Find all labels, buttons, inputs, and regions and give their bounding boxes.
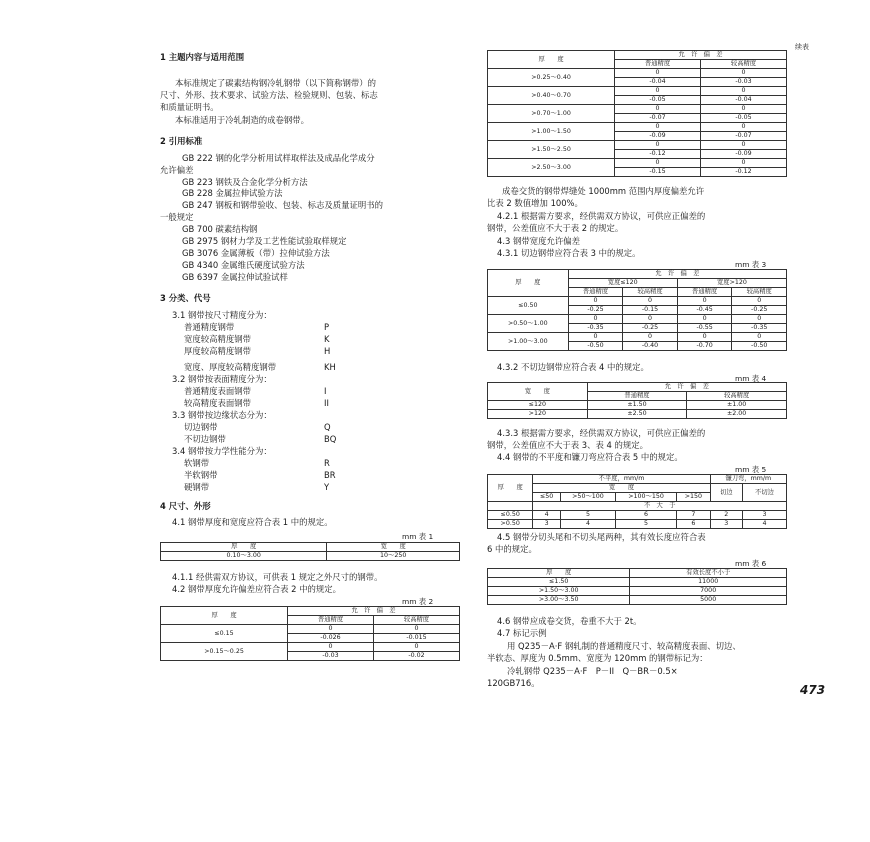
table-header: 宽 度 bbox=[488, 383, 588, 401]
table-header: 不切边 bbox=[742, 484, 786, 502]
continued-note: 续表 bbox=[795, 43, 809, 51]
table-header: 不平度，mm/m bbox=[533, 475, 710, 484]
table-header: 切边 bbox=[710, 484, 742, 502]
subsection-4-1: 4.1 钢带厚度和宽度应符合表 1 中的规定。 bbox=[172, 517, 333, 527]
table-cell: 0 bbox=[288, 643, 374, 652]
table-cell: -0.50 bbox=[568, 342, 623, 351]
table-cell: -0.15 bbox=[615, 168, 701, 177]
subsection-4-3-2: 4.3.2 不切边钢带应符合表 4 中的规定。 bbox=[497, 362, 649, 372]
table-cell: >0.15～0.25 bbox=[161, 643, 288, 661]
table-cell: -0.015 bbox=[374, 634, 460, 643]
table-header: 普通精度 bbox=[568, 288, 623, 297]
table-header: 宽 度 bbox=[533, 484, 710, 493]
table-cell: >1.00～3.00 bbox=[488, 333, 569, 351]
subsection-3-3: 3.3 钢带按边缘状态分为： bbox=[172, 410, 272, 420]
subsection-3-4: 3.4 钢带按力学性能分为： bbox=[172, 446, 272, 456]
table-header: 厚 度 bbox=[488, 475, 533, 502]
table-cell: 0 bbox=[568, 333, 623, 342]
reference-item: GB 247 钢板和钢带验收、包装、标志及质量证明书的 bbox=[182, 200, 384, 210]
table-cell: 0 bbox=[732, 315, 787, 324]
table-cell: 4 bbox=[742, 520, 786, 529]
table-cell: >3.00～3.50 bbox=[488, 596, 630, 605]
table-header: 较高精度 bbox=[623, 288, 678, 297]
page-number: 473 bbox=[800, 683, 826, 697]
table-header: ≤50 bbox=[533, 493, 561, 502]
class-code: R bbox=[324, 458, 330, 468]
table-header: 允 许 偏 差 bbox=[615, 51, 787, 60]
table-cell: 0 bbox=[615, 105, 701, 114]
class-label: 普通精度钢带 bbox=[184, 322, 235, 332]
subsection-4-3: 4.3 钢带宽度允许偏差 bbox=[497, 236, 580, 246]
table-2-continued bbox=[487, 50, 787, 177]
reference-item: GB 228 金属拉伸试验方法 bbox=[182, 188, 283, 198]
table-cell: >0.70～1.00 bbox=[488, 105, 615, 123]
table-header: 允 许 偏 差 bbox=[288, 607, 460, 616]
table-header: 宽度≤120 bbox=[568, 279, 677, 288]
table-header: 允 许 偏 差 bbox=[568, 270, 786, 279]
table-header: 较高精度 bbox=[687, 392, 787, 401]
section-1-title: 1 主题内容与适用范围 bbox=[160, 52, 245, 62]
table-cell: 0 bbox=[615, 159, 701, 168]
subsection-4-2: 4.2 钢带厚度允许偏差应符合表 2 中的规定。 bbox=[172, 584, 342, 594]
table-cell: 3 bbox=[710, 520, 742, 529]
table-cell: ≤0.50 bbox=[488, 297, 569, 315]
example-marking: 冷轧钢带 Q235－A·F P－II Q－BR－0.5× bbox=[507, 666, 678, 676]
table-cell: -0.03 bbox=[701, 78, 787, 87]
table-cell: -0.40 bbox=[623, 342, 678, 351]
table-header: 厚 度 bbox=[488, 270, 569, 297]
table-cell: 0 bbox=[677, 315, 732, 324]
paragraph-line: 钢带，公差值应不大于表 2 的规定。 bbox=[487, 223, 624, 233]
table-header: 较高精度 bbox=[732, 288, 787, 297]
table-3-caption: mm 表 3 bbox=[735, 260, 767, 269]
table-cell: -0.35 bbox=[732, 324, 787, 333]
table-cell: 0 bbox=[623, 333, 678, 342]
table-cell: 7000 bbox=[630, 587, 787, 596]
table-cell: 0 bbox=[701, 69, 787, 78]
table-cell: 0 bbox=[374, 643, 460, 652]
reference-item: GB 6397 金属拉伸试验试样 bbox=[182, 272, 288, 282]
table-header: 普通精度 bbox=[587, 392, 687, 401]
table-cell: -0.05 bbox=[701, 114, 787, 123]
s1-paragraph-line: 本标准适用于冷轧制造的成卷钢带。 bbox=[175, 115, 309, 125]
table-cell: -0.25 bbox=[732, 306, 787, 315]
class-code: I bbox=[324, 386, 327, 396]
example-line: 用 Q235－A·F 钢轧制的普通精度尺寸、较高精度表面、切边、 bbox=[507, 641, 741, 651]
table-cell: 0 bbox=[701, 141, 787, 150]
table-cell: 3 bbox=[533, 520, 561, 529]
section-2-title: 2 引用标准 bbox=[160, 136, 203, 146]
subsection-4-6: 4.6 钢带应成卷交货，卷重不大于 2t。 bbox=[497, 616, 642, 626]
table-cell: 5000 bbox=[630, 596, 787, 605]
subsection-4-2-1: 4.2.1 根据需方要求，经供需双方协议，可供应正偏差的 bbox=[497, 211, 706, 221]
table-6-caption: mm 表 6 bbox=[735, 559, 767, 568]
table-cell: 0 bbox=[677, 297, 732, 306]
table-cell: -0.45 bbox=[677, 306, 732, 315]
table-header: 普通精度 bbox=[615, 60, 701, 69]
table-cell: 0 bbox=[615, 87, 701, 96]
subsection-4-7: 4.7 标记示例 bbox=[497, 628, 547, 638]
table-cell: 0 bbox=[701, 123, 787, 132]
subsection-4-5: 4.5 钢带分切头尾和不切头尾两种，其有效长度应符合表 bbox=[497, 532, 706, 542]
table-cell: >1.50～3.00 bbox=[488, 587, 630, 596]
table-cell: 7 bbox=[677, 511, 711, 520]
table-cell: -0.25 bbox=[623, 324, 678, 333]
table-cell: -0.25 bbox=[568, 306, 623, 315]
table-header: 有效长度不小于 bbox=[630, 569, 787, 578]
class-label: 厚度较高精度钢带 bbox=[184, 346, 251, 356]
table-header bbox=[488, 502, 533, 511]
table-cell: 0 bbox=[568, 315, 623, 324]
table-6 bbox=[487, 568, 787, 605]
class-code: Y bbox=[324, 482, 330, 492]
example-marking: 120GB716。 bbox=[487, 678, 540, 688]
table-cell: 0 bbox=[623, 297, 678, 306]
table-cell: >2.50～3.00 bbox=[488, 159, 615, 177]
class-label: 宽度较高精度钢带 bbox=[184, 334, 251, 344]
table-cell: 0 bbox=[288, 625, 374, 634]
table-cell: ≤1.50 bbox=[488, 578, 630, 587]
table-header: 厚 度 bbox=[488, 51, 615, 69]
table-cell: -0.50 bbox=[732, 342, 787, 351]
table-cell: 5 bbox=[616, 520, 677, 529]
table-cell: 11000 bbox=[630, 578, 787, 587]
table-cell: 6 bbox=[677, 520, 711, 529]
table-cell: >1.50～2.50 bbox=[488, 141, 615, 159]
subsection-4-4: 4.4 钢带的不平度和镰刀弯应符合表 5 中的规定。 bbox=[497, 452, 683, 462]
reference-item: 一般规定 bbox=[160, 212, 194, 222]
table-cell: 0 bbox=[677, 333, 732, 342]
class-code: BR bbox=[324, 470, 336, 480]
table-cell: ±2.00 bbox=[687, 410, 787, 419]
subsection-3-1: 3.1 钢带按尺寸精度分为： bbox=[172, 310, 272, 320]
table-cell: 0 bbox=[701, 87, 787, 96]
table-cell: 5 bbox=[560, 511, 615, 520]
table-header: 不 大 于 bbox=[533, 502, 787, 511]
table-cell: ≤0.15 bbox=[161, 625, 288, 643]
table-cell: -0.07 bbox=[615, 114, 701, 123]
reference-item: GB 223 钢铁及合金化学分析方法 bbox=[182, 177, 308, 187]
table-cell: ±2.50 bbox=[587, 410, 687, 419]
table-cell: -0.15 bbox=[623, 306, 678, 315]
table-cell: >0.50～1.00 bbox=[488, 315, 569, 333]
table-cell: -0.04 bbox=[701, 96, 787, 105]
table-header: 较高精度 bbox=[701, 60, 787, 69]
table-header: 厚 度 bbox=[161, 543, 327, 552]
table-cell: ≤0.50 bbox=[488, 511, 533, 520]
table-4 bbox=[487, 382, 787, 419]
paragraph-line: 钢带，公差值应不大于表 3、表 4 的规定。 bbox=[487, 440, 649, 450]
table-cell: -0.07 bbox=[701, 132, 787, 141]
reference-item: 允许偏差 bbox=[160, 165, 194, 175]
table-header: 较高精度 bbox=[374, 616, 460, 625]
class-label: 半软钢带 bbox=[184, 470, 218, 480]
table-cell: 0 bbox=[732, 333, 787, 342]
section-3-title: 3 分类、代号 bbox=[160, 293, 211, 303]
table-cell: -0.12 bbox=[701, 168, 787, 177]
table-cell: -0.35 bbox=[568, 324, 623, 333]
table-cell: 0 bbox=[374, 625, 460, 634]
table-cell: 0 bbox=[615, 141, 701, 150]
table-cell: 6 bbox=[616, 511, 677, 520]
reference-item: GB 2975 钢材力学及工艺性能试验取样规定 bbox=[182, 236, 347, 246]
class-code: H bbox=[324, 346, 331, 356]
reference-item: GB 4340 金属维氏硬度试验方法 bbox=[182, 260, 305, 270]
table-header: 镰刀弯，mm/m bbox=[710, 475, 786, 484]
table-5 bbox=[487, 474, 787, 529]
table-cell: -0.55 bbox=[677, 324, 732, 333]
s1-paragraph-line: 本标准规定了碳素结构钢冷轧钢带（以下简称钢带）的 bbox=[175, 78, 376, 88]
s1-paragraph-line: 和质量证明书。 bbox=[160, 102, 219, 112]
class-label: 不切边钢带 bbox=[184, 434, 226, 444]
table-cell: 0 bbox=[701, 105, 787, 114]
table-header: 厚 度 bbox=[488, 569, 630, 578]
table-header: >50～100 bbox=[560, 493, 615, 502]
table-cell: >120 bbox=[488, 410, 588, 419]
table-cell: 2 bbox=[710, 511, 742, 520]
table-4-caption: mm 表 4 bbox=[735, 374, 767, 383]
table-3 bbox=[487, 269, 787, 351]
table-cell: 10～250 bbox=[327, 552, 460, 561]
class-label: 较高精度表面钢带 bbox=[184, 398, 251, 408]
s1-paragraph-line: 尺寸、外形、技术要求、试验方法、检验规则、包装、标志 bbox=[160, 90, 378, 100]
reference-item: GB 3076 金属薄板（带）拉伸试验方法 bbox=[182, 248, 330, 258]
table-cell: -0.026 bbox=[288, 634, 374, 643]
class-code: P bbox=[324, 322, 330, 332]
section-4-title: 4 尺寸、外形 bbox=[160, 501, 211, 511]
subsection-4-3-1: 4.3.1 切边钢带应符合表 3 中的规定。 bbox=[497, 248, 641, 258]
table-cell: -0.09 bbox=[615, 132, 701, 141]
class-code: K bbox=[324, 334, 330, 344]
table-cell: 0 bbox=[568, 297, 623, 306]
table-header: >100～150 bbox=[616, 493, 677, 502]
table-cell: ≤120 bbox=[488, 401, 588, 410]
class-code: BQ bbox=[324, 434, 337, 444]
table-cell: >0.40～0.70 bbox=[488, 87, 615, 105]
subsection-4-1-1: 4.1.1 经供需双方协议，可供表 1 规定之外尺寸的钢带。 bbox=[172, 572, 383, 582]
paragraph-line: 6 中的规定。 bbox=[487, 544, 537, 554]
table-cell: -0.05 bbox=[615, 96, 701, 105]
table-header: 普通精度 bbox=[288, 616, 374, 625]
reference-item: GB 222 钢的化学分析用试样取样法及成品化学成分 bbox=[182, 153, 375, 163]
table-header: 宽度>120 bbox=[677, 279, 786, 288]
table-cell: 0 bbox=[732, 297, 787, 306]
table-cell: 0 bbox=[615, 69, 701, 78]
table-5-caption: mm 表 5 bbox=[735, 465, 767, 474]
table-cell: 0 bbox=[615, 123, 701, 132]
subsection-3-2: 3.2 钢带按表面精度分为： bbox=[172, 374, 272, 384]
table-cell: 4 bbox=[560, 520, 615, 529]
class-label: 切边钢带 bbox=[184, 422, 218, 432]
table-2-caption: mm 表 2 bbox=[402, 597, 434, 606]
table-header: 允 许 偏 差 bbox=[587, 383, 786, 392]
table-cell: 4 bbox=[533, 511, 561, 520]
table-cell: -0.09 bbox=[701, 150, 787, 159]
class-label: 普通精度表面钢带 bbox=[184, 386, 251, 396]
table-cell: -0.04 bbox=[615, 78, 701, 87]
table-header: 普通精度 bbox=[677, 288, 732, 297]
table-cell: >1.00～1.50 bbox=[488, 123, 615, 141]
table-cell: 0 bbox=[623, 315, 678, 324]
class-label: 硬钢带 bbox=[184, 482, 210, 492]
table-cell: 3 bbox=[742, 511, 786, 520]
class-code: KH bbox=[324, 362, 336, 372]
table-header: 厚 度 bbox=[161, 607, 288, 625]
class-label: 软钢带 bbox=[184, 458, 210, 468]
class-label: 宽度、厚度较高精度钢带 bbox=[184, 362, 277, 372]
table-cell: -0.12 bbox=[615, 150, 701, 159]
table-header: 宽 度 bbox=[327, 543, 460, 552]
table-header: >150 bbox=[677, 493, 711, 502]
table-cell: 0.10～3.00 bbox=[161, 552, 327, 561]
example-line: 半软态、厚度为 0.5mm、宽度为 120mm 的钢带标记为： bbox=[487, 653, 708, 663]
table-1 bbox=[160, 542, 460, 561]
table-cell: >0.50 bbox=[488, 520, 533, 529]
subsection-4-3-3: 4.3.3 根据需方要求，经供需双方协议，可供应正偏差的 bbox=[497, 428, 706, 438]
table-cell: ±1.00 bbox=[687, 401, 787, 410]
table-cell: -0.03 bbox=[288, 652, 374, 661]
paragraph-line: 成卷交货的钢带焊缝处 1000mm 范围内厚度偏差允许 bbox=[502, 186, 705, 196]
table-cell: 0 bbox=[701, 159, 787, 168]
table-cell: -0.02 bbox=[374, 652, 460, 661]
class-code: Q bbox=[324, 422, 331, 432]
table-cell: >0.25～0.40 bbox=[488, 69, 615, 87]
table-cell: ±1.50 bbox=[587, 401, 687, 410]
table-2 bbox=[160, 606, 460, 661]
reference-item: GB 700 碳素结构钢 bbox=[182, 224, 258, 234]
class-code: II bbox=[324, 398, 329, 408]
table-1-caption: mm 表 1 bbox=[402, 532, 434, 541]
paragraph-line: 比表 2 数值增加 100%。 bbox=[487, 198, 583, 208]
table-cell: -0.70 bbox=[677, 342, 732, 351]
